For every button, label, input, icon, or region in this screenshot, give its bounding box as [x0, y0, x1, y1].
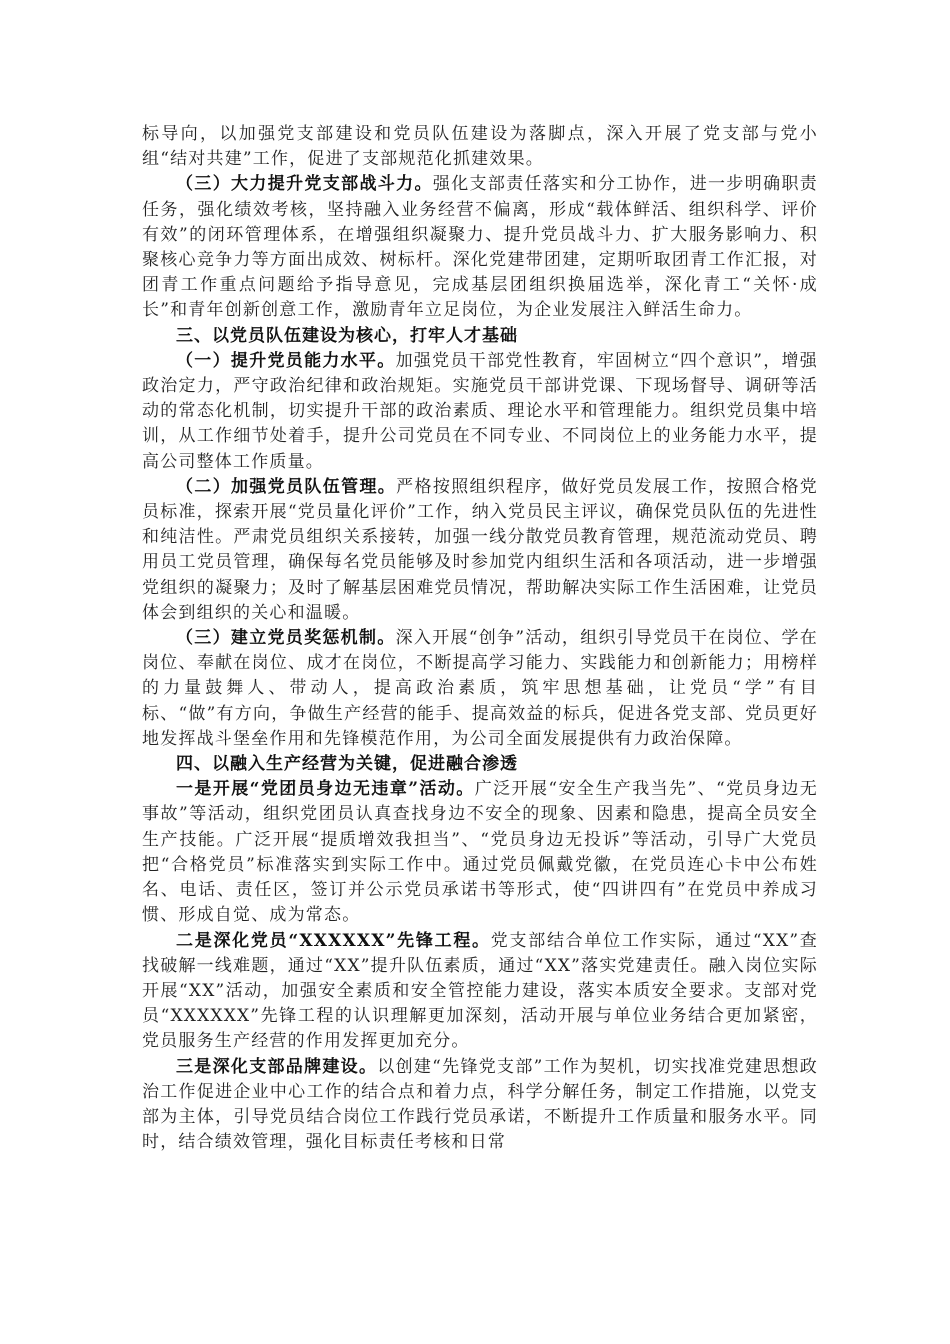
paragraph-lead: 二是深化党员“XXXXXX”先锋工程。	[176, 930, 491, 951]
paragraph-no-violation: 一是开展“党团员身边无违章”活动。广泛开展“安全生产我当先”、“党员身边无事故”等活动，组织党团员认真查找身边不安全的现象、因素和隐患，提高全员安全生产技能。广泛开展“提质增效我担当”、“党员身边无投诉”等活动，引导广大党员把“合格党员”标准落实到实际工作中。通过党员佩戴党徽，在党员连心卡中公布姓名、电话、责任区，签订并公示党员承诺书等形式，使“四讲四有”在党员中养成习惯、形成自觉、成为常态。	[142, 779, 818, 926]
paragraph-lead: （一）提升党员能力水平。	[176, 350, 396, 371]
paragraph-lead: （二）加强党员队伍管理。	[176, 476, 397, 497]
document-page	[142, 122, 818, 1155]
section-heading-3: 三、以党员队伍建设为核心，打牢人才基础	[176, 325, 518, 346]
paragraph-lead: （三）建立党员奖惩机制。	[176, 628, 396, 649]
paragraph-lead: 三是深化支部品牌建设。	[176, 1056, 378, 1077]
paragraph-pioneer-project: 二是深化党员“XXXXXX”先锋工程。党支部结合单位工作实际，通过“XX”查找破解一线难题，通过“XX”提升队伍素质，通过“XX”落实党建责任。融入岗位实际开展“XX”活动，加强安全素质和安全管控能力建设，落实本质安全要求。支部对党员“XXXXXX”先锋工程的认识理解更加深刻，活动开展与单位业务结合更加紧密，党员服务生产经营的作用发挥更加充分。	[142, 930, 819, 1052]
paragraph-continuation: 标导向，以加强党支部建设和党员队伍建设为落脚点，深入开展了党支部与党小组“结对共建”工作，促进了支部规范化抓建效果。	[142, 124, 818, 170]
paragraph-lead: （三）大力提升党支部战斗力。	[176, 174, 433, 195]
paragraph-reward-mechanism: （三）建立党员奖惩机制。深入开展“创争”活动，组织引导党员干在岗位、学在岗位、奉献在岗位、成才在岗位，不断提高学习能力、实践能力和创新能力；用榜样的力量鼓舞人、带动人，提高政治素质，筑牢思想基础，让党员“学”有目标、“做”有方向，争做生产经营的能手、提高效益的标兵，促进各党支部、党员更好地发挥战斗堡垒作用和先锋模范作用，为公司全面发展提供有力政治保障。	[142, 628, 818, 749]
paragraph-ability: （一）提升党员能力水平。加强党员干部党性教育，牢固树立“四个意识”，增强政治定力，严守政治纪律和政治规矩。实施党员干部讲党课、下现场督导、调研等活动的常态化机制，切实提升干部的政治素质、理论水平和管理能力。组织党员集中培训，从工作细节处着手，提升公司党员在不同专业、不同岗位上的业务能力水平，提高公司整体工作质量。	[142, 350, 818, 472]
section-heading-4: 四、以融入生产经营为关键，促进融合渗透	[176, 754, 518, 775]
paragraph-combat-power: （三）大力提升党支部战斗力。强化支部责任落实和分工协作，进一步明确职责任务，强化绩效考核，坚持融入业务经营不偏离，形成“载体鲜活、组织科学、评价有效”的闭环管理体系，在增强组织凝聚力、提升党员战斗力、扩大服务影响力、积聚核心竞争力等方面出成效、树标杆。深化党建带团建，定期听取团青工作汇报，对团青工作重点问题给予指导意见，完成基层团组织换届选举，深化青工“关怀·成长”和青年创新创意工作，激励青年立足岗位，为企业发展注入鲜活生命力。	[142, 174, 818, 321]
paragraph-brand-building: 三是深化支部品牌建设。以创建“先锋党支部”工作为契机，切实找准党建思想政治工作促进企业中心工作的结合点和着力点，科学分解任务，制定工作措施，以党支部为主体，引导党员结合岗位工作践行党员承诺，不断提升工作质量和服务水平。同时，结合绩效管理，强化目标责任考核和日常	[142, 1056, 818, 1153]
paragraph-lead: 一是开展“党团员身边无违章”活动。	[176, 779, 475, 800]
paragraph-team-management: （二）加强党员队伍管理。严格按照组织程序，做好党员发展工作，按照合格党员标准，探索开展“党员量化评价”工作，纳入党员民主评议，确保党员队伍的先进性和纯洁性。严肃党员组织关系接转，加强一线分散党员教育管理，规范流动党员、聘用员工党员管理，确保每名党员能够及时参加党内组织生活和各项活动，进一步增强党组织的凝聚力；及时了解基层困难党员情况，帮助解决实际工作生活困难，让党员体会到组织的关心和温暖。	[142, 476, 818, 623]
